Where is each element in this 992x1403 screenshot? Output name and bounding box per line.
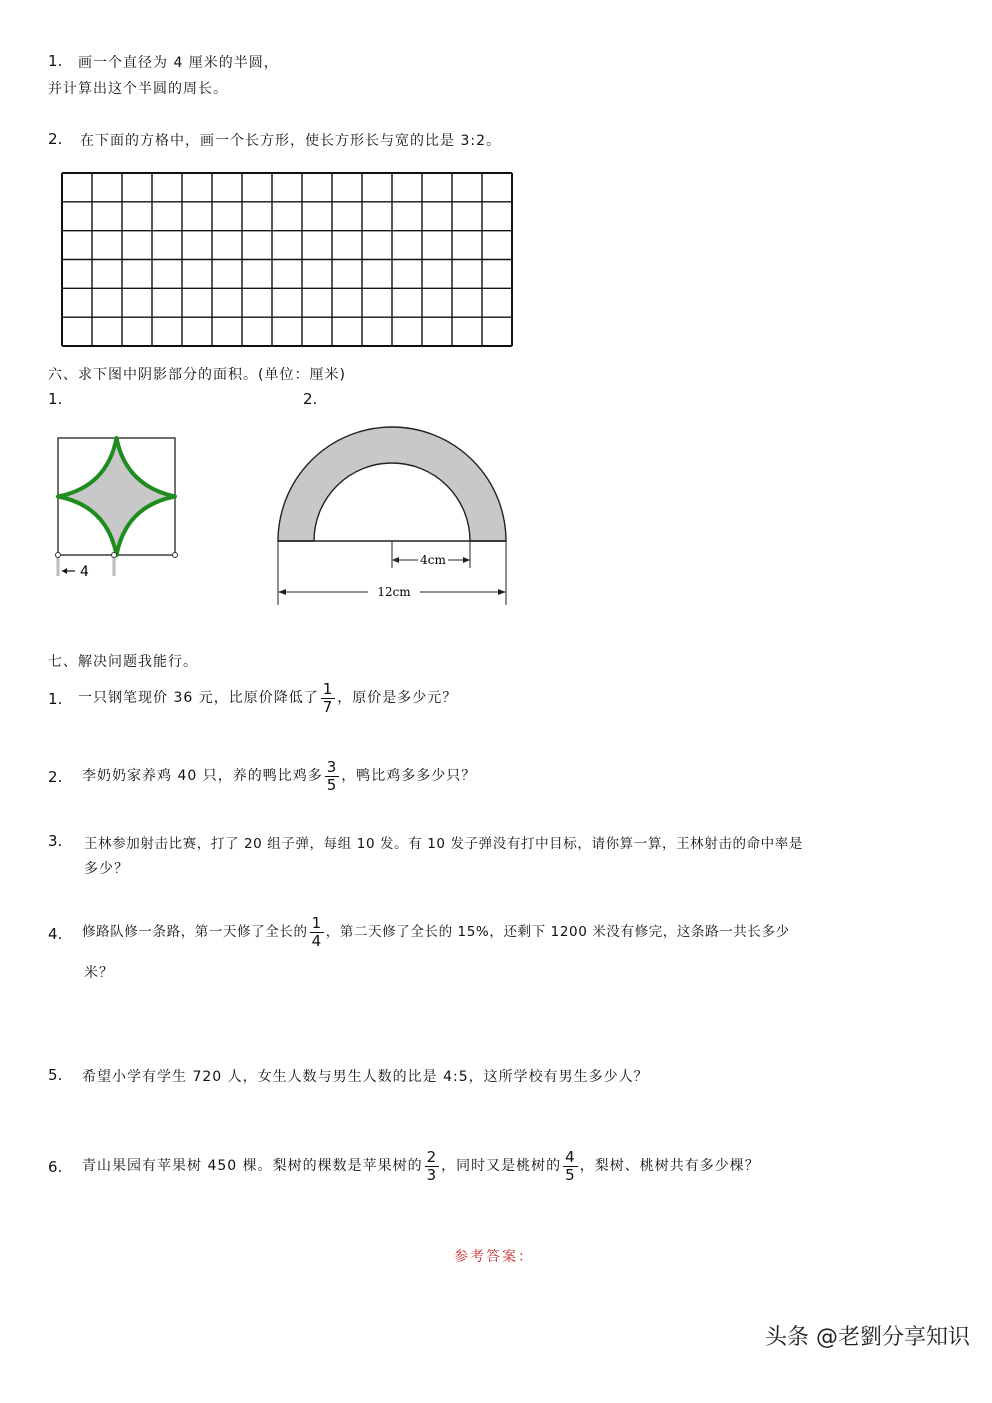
- frac-denominator: 3: [426, 1165, 438, 1184]
- fraction-3-5: [325, 759, 340, 794]
- figure-square-star: [48, 428, 188, 608]
- q7-4-line2: 米？: [84, 965, 114, 981]
- q7-6-number: 6.: [48, 1158, 63, 1176]
- fraction-1-4: [310, 915, 324, 950]
- frac-numerator: 1: [311, 913, 322, 932]
- section-six-title: 六、求下图中阴影部分的面积。(单位：厘米): [48, 367, 346, 383]
- fig1-dim-label: 4: [80, 564, 89, 580]
- q5-2-text: 在下面的方格中，画一个长方形，使长方形长与宽的比是 3:2。: [80, 133, 501, 149]
- section-seven-title: 七、解决问题我能行。: [48, 654, 198, 670]
- q7-2-text: [82, 754, 476, 798]
- q7-6-mid: ，同时又是桃树的: [441, 1158, 562, 1174]
- dim-arrow: [62, 568, 67, 574]
- corner-dot-mid: [112, 553, 117, 558]
- fig1-number: 1.: [48, 390, 63, 408]
- q7-3-line1: 王林参加射击比赛，打了 20 组子弹，每组 10 发。有 10 发子弹没有打中目标，请你算一算，王林射击的命中率是: [84, 836, 803, 852]
- frac-denominator: 4: [311, 931, 322, 950]
- inner-dim-label: 4cm: [420, 553, 446, 567]
- outer-arrow-left: [278, 589, 286, 595]
- q5-1-line2: 并计算出这个半圆的周长。: [48, 81, 228, 97]
- frac-numerator: 1: [322, 679, 334, 698]
- inner-arrow-left: [392, 557, 399, 563]
- frac-numerator: 4: [565, 1147, 576, 1166]
- frac-numerator: 2: [426, 1147, 438, 1166]
- q7-3-line2: 多少？: [84, 861, 129, 877]
- q7-1-text: [78, 676, 457, 720]
- q7-2-post: ，鸭比鸡多多少只？: [341, 768, 477, 784]
- square-grid: [61, 172, 513, 347]
- q7-6-text: [82, 1144, 760, 1188]
- shaded-half-ring: [278, 427, 506, 541]
- frac-denominator: 5: [326, 775, 338, 794]
- fig2-number: 2.: [303, 390, 318, 408]
- q7-1-post: ，原价是多少元？: [337, 690, 458, 706]
- fraction-2-3: [425, 1149, 440, 1184]
- corner-dot-right: [173, 553, 178, 558]
- q7-1-pre: 一只钢笔现价 36 元，比原价降低了: [78, 690, 319, 706]
- q7-5-number: 5.: [48, 1066, 63, 1084]
- fraction-1-7: [321, 681, 336, 716]
- q5-1-line1: 画一个直径为 4 厘米的半圆，: [78, 55, 279, 71]
- shaded-star: [58, 438, 175, 555]
- outer-dim-label: 12cm: [377, 585, 411, 599]
- q7-5-text: 希望小学有学生 720 人，女生人数与男生人数的比是 4:5，这所学校有男生多少人？: [82, 1069, 649, 1085]
- q7-6-post: ，梨树、桃树共有多少棵？: [579, 1158, 760, 1174]
- q5-1-number: 1.: [48, 52, 63, 70]
- watermark: 头条 @老劉分享知识: [765, 1325, 970, 1350]
- q7-4-text: [82, 910, 790, 954]
- q7-2-pre: 李奶奶家养鸡 40 只，养的鸭比鸡多: [82, 768, 323, 784]
- q7-2-number: 2.: [48, 768, 63, 786]
- q7-1-number: 1.: [48, 690, 63, 708]
- corner-dot-left: [56, 553, 61, 558]
- answer-title: 参考答案：: [454, 1249, 534, 1265]
- q5-2-number: 2.: [48, 130, 63, 148]
- frac-numerator: 3: [326, 757, 338, 776]
- outer-arrow-right: [498, 589, 506, 595]
- q7-4-post: ，第二天修了全长的 15%，还剩下 1200 米没有修完，这条路一共长多少: [325, 924, 790, 940]
- q7-4-pre: 修路队修一条路，第一天修了全长的: [82, 924, 308, 940]
- figure-half-ring: [270, 420, 520, 610]
- grid-svg: [61, 172, 513, 347]
- frac-denominator: 5: [565, 1165, 576, 1184]
- frac-denominator: 7: [322, 697, 334, 716]
- q7-3-number: 3.: [48, 832, 63, 850]
- q7-6-pre: 青山果园有苹果树 450 棵。梨树的棵数是苹果树的: [82, 1158, 423, 1174]
- q7-4-number: 4.: [48, 925, 63, 943]
- inner-arrow-right: [463, 557, 470, 563]
- fraction-4-5: [563, 1149, 578, 1184]
